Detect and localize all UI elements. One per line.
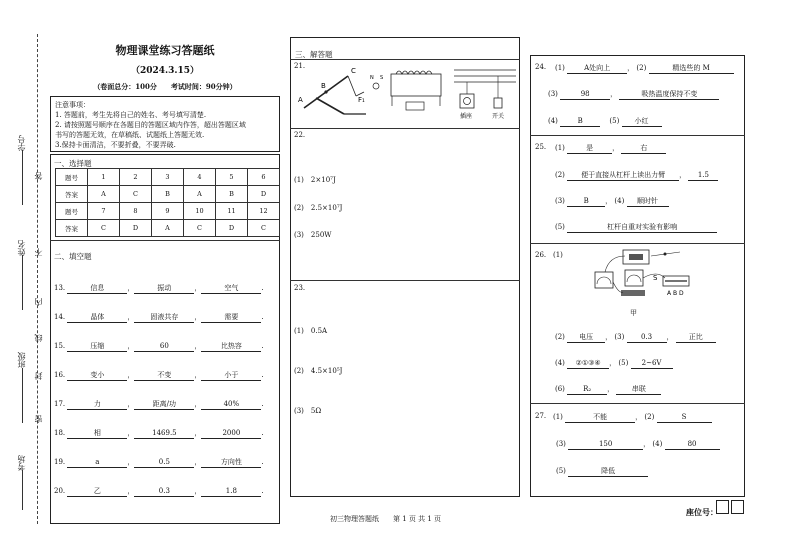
fill-blank: 压缩 xyxy=(67,341,127,352)
table-cell: 7 xyxy=(88,203,120,220)
q26-number: 26. xyxy=(535,251,547,259)
table-cell: 1 xyxy=(88,169,120,186)
q24-blank: B xyxy=(560,116,600,127)
notes-line: 3.保持卡面清洁，不要折叠，不要弄破. xyxy=(55,141,176,149)
fill-blank: 2000 xyxy=(201,428,261,439)
label-switch: 开关 xyxy=(492,113,505,120)
q25-line: (1) 是 ， 右 xyxy=(555,143,666,154)
q26-sub: (2) xyxy=(555,333,565,341)
q26-circuit-figure xyxy=(585,246,695,304)
q27-blank: 150 xyxy=(568,439,643,450)
table-cell: B xyxy=(216,186,248,203)
q27-sub: (5) xyxy=(556,467,566,475)
table-cell: 12 xyxy=(248,203,280,220)
exam-date: （2024.3.15） xyxy=(130,66,200,76)
q26-blank: R₂ xyxy=(567,384,607,395)
fig-s-label: S xyxy=(653,274,658,282)
q23-answer-2: (2) 4.5×10⁵J xyxy=(294,367,343,375)
q25-line: (2) 便于直接从杠杆上读出力臂 ， 1.5 xyxy=(555,170,718,181)
fill-blank: 晶体 xyxy=(67,312,127,323)
q24-sub: (4) xyxy=(548,117,558,125)
q25-number: 25. xyxy=(535,143,547,151)
page-title: 物理课堂练习答题纸 xyxy=(115,44,215,57)
fill-row: 18. 相 ， 1469.5 ， 2000 . xyxy=(54,429,264,437)
q21-figures xyxy=(296,62,518,124)
table-cell: D xyxy=(248,186,280,203)
fig-abd-labels: A B D xyxy=(667,290,684,297)
table-head: 答案 xyxy=(56,220,88,237)
fill-blank: 距离/功 xyxy=(134,399,194,410)
table-cell: 8 xyxy=(120,203,152,220)
q26-line: (2) 电压 ， (3) 0.3 ， 正比 xyxy=(555,332,716,343)
q27-line: (1) 不能 ， (2) S xyxy=(553,412,712,423)
fill-row-number: 15. xyxy=(54,342,66,350)
seat-box-2[interactable] xyxy=(731,500,744,514)
fill-blank: 40% xyxy=(201,399,261,410)
q26-line: (4) ②①③④ ， (5) 2~6V xyxy=(555,358,673,369)
fill-blank: 1469.5 xyxy=(134,428,194,439)
fill-row-number: 20. xyxy=(54,487,66,495)
label-s: S xyxy=(380,75,384,81)
section3-title: 三、解答题 xyxy=(295,50,333,59)
q24-line xyxy=(548,116,662,127)
q26-blank: 0.3 xyxy=(627,332,667,343)
label-socket: 插座 xyxy=(460,113,473,120)
q24-blank: A处向上 xyxy=(567,63,627,74)
section-divider xyxy=(530,243,745,244)
fill-row-number: 19. xyxy=(54,458,66,466)
q27-line xyxy=(556,466,648,477)
q25-blank: 顺时针 xyxy=(627,196,669,207)
seat-number-label: 座位号： xyxy=(686,507,718,517)
table-cell: 4 xyxy=(184,169,216,186)
exam-room-line xyxy=(22,470,23,510)
label-c: C xyxy=(351,67,356,75)
section-divider xyxy=(290,280,520,281)
q25-blank: B xyxy=(567,196,605,207)
q24-number: 24. xyxy=(535,63,547,71)
q24-blank: 吸热温度保持不变 xyxy=(619,89,719,100)
table-cell: D xyxy=(120,220,152,237)
q25-sub: (3) xyxy=(555,197,565,205)
student-id-label: 学号 xyxy=(17,135,26,151)
fill-row: 17. 力 ， 距离/功 ， 40% . xyxy=(54,400,264,408)
fill-row: 14. 晶体 ， 固液共存 ， 需要 . xyxy=(54,313,264,321)
page-footer: 初三物理答题纸 第 1 页 共 1 页 xyxy=(330,515,442,523)
section-divider xyxy=(530,135,745,136)
label-a: A xyxy=(298,96,303,104)
q24-blank: 小红 xyxy=(622,116,662,127)
q24-sub: (1) xyxy=(555,64,565,72)
fill-row-number: 18. xyxy=(54,429,66,437)
q27-line: (3) 150 ， (4) 80 xyxy=(556,439,720,450)
score-info: （卷面总分：100分 考试时间：90分钟） xyxy=(93,82,237,91)
q21-number: 21. xyxy=(294,62,306,70)
q25-sub: (4) xyxy=(614,197,625,205)
q22-answer-3: (3) 250W xyxy=(294,231,332,239)
q24-blank: 98 xyxy=(560,89,610,100)
notes-line: 2. 请按照题号顺序在各题目的答题区域内作答，超出答题区域 xyxy=(55,121,246,129)
q24-blank: 精选些的 M xyxy=(649,63,734,74)
fill-row-number: 17. xyxy=(54,400,66,408)
fill-blank: 振动 xyxy=(134,283,194,294)
fill-row-number: 14. xyxy=(54,313,66,321)
fill-row: 13. 信息 ， 振动 ， 空气 . xyxy=(54,284,264,292)
table-cell: 2 xyxy=(120,169,152,186)
fill-row-number: 16. xyxy=(54,371,66,379)
section-divider xyxy=(50,240,280,241)
q25-line xyxy=(555,222,717,233)
table-cell: C xyxy=(120,186,152,203)
fill-blank: 不变 xyxy=(134,370,194,381)
q25-line: (3) B ， (4) 顺时针 xyxy=(555,196,669,207)
section2-title: 二、填空题 xyxy=(54,252,92,261)
table-cell: 10 xyxy=(184,203,216,220)
fill-row: 15. 压缩 ， 60 ， 比热容 . xyxy=(54,342,264,350)
table-cell: A xyxy=(88,186,120,203)
q26-blank: 2~6V xyxy=(631,358,673,369)
table-head: 题号 xyxy=(56,203,88,220)
q25-sub: (1) xyxy=(555,144,565,152)
table-cell: A xyxy=(152,220,184,237)
table-cell: 6 xyxy=(248,169,280,186)
cut-char: 答 xyxy=(34,172,43,180)
q22-number: 22. xyxy=(294,131,306,139)
table-cell: C xyxy=(88,220,120,237)
exam-room-label: 考场 xyxy=(17,455,26,471)
q27-blank: 降低 xyxy=(568,466,648,477)
section-divider xyxy=(290,59,520,60)
q27-blank: 不能 xyxy=(565,412,635,423)
q26-figure-caption: 甲 xyxy=(630,309,637,317)
fill-blank: 固液共存 xyxy=(134,312,194,323)
class-line xyxy=(22,368,23,423)
q26-line: (6) R₂ ， 串联 xyxy=(555,384,661,395)
fill-blank: 1.8 xyxy=(201,486,261,497)
q25-sub: (2) xyxy=(555,171,565,179)
label-b: B xyxy=(321,82,326,90)
notes-line: 1. 答题前，考生先将自己的姓名、考号填写清楚. xyxy=(55,111,207,119)
table-cell: B xyxy=(152,186,184,203)
table-cell: A xyxy=(184,186,216,203)
fill-blank: 60 xyxy=(134,341,194,352)
notes-box xyxy=(50,96,280,152)
table-cell: C xyxy=(184,220,216,237)
q26-sub: (5) xyxy=(618,359,629,367)
household-circuit-figure xyxy=(454,70,516,120)
fill-row: 20. 乙 ， 0.3 ， 1.8 . xyxy=(54,487,264,495)
table-cell: C xyxy=(248,220,280,237)
fill-blank: 0.5 xyxy=(134,457,194,468)
q24-sub: (2) xyxy=(636,64,647,72)
table-cell: 5 xyxy=(216,169,248,186)
fill-blank: 变小 xyxy=(67,370,127,381)
q24-line: (3) 98 ， 吸热温度保持不变 xyxy=(548,89,719,100)
table-head: 题号 xyxy=(56,169,88,186)
q27-blank: 80 xyxy=(665,439,720,450)
q24-line: (1) A处向上 ， (2) 精选些的 M xyxy=(555,63,734,74)
fill-blank: 比热容 xyxy=(201,341,261,352)
q26-blank: ②①③④ xyxy=(567,358,609,369)
q25-blank: 右 xyxy=(621,143,666,154)
q25-blank: 便于直接从杠杆上读出力臂 xyxy=(567,170,679,181)
fill-row: 19. a ， 0.5 ， 方向性 . xyxy=(54,458,264,466)
table-head: 答案 xyxy=(56,186,88,203)
binding-cut-line xyxy=(37,34,38,524)
fill-blank: 小于 xyxy=(201,370,261,381)
table-cell: 11 xyxy=(216,203,248,220)
cut-char: 封 xyxy=(34,372,43,380)
fill-blank: 力 xyxy=(67,399,127,410)
q24-sub: (3) xyxy=(548,90,558,98)
notes-title: 注意事项： xyxy=(55,101,90,109)
electromagnet-figure xyxy=(370,71,441,110)
q25-blank: 1.5 xyxy=(688,170,718,181)
fill-blank: 空气 xyxy=(201,283,261,294)
q27-sub: (2) xyxy=(644,413,655,421)
fill-blank: 信息 xyxy=(67,283,127,294)
fill-blank: 方向性 xyxy=(201,457,261,468)
fill-blank: 0.3 xyxy=(134,486,194,497)
q26-blank: 正比 xyxy=(676,332,716,343)
student-id-line xyxy=(22,150,23,205)
section-divider xyxy=(290,128,520,129)
q27-sub: (1) xyxy=(553,413,563,421)
label-n: N xyxy=(370,75,374,81)
q27-number: 27. xyxy=(535,412,547,420)
q26-blank: 串联 xyxy=(616,384,661,395)
cut-char: 线 xyxy=(34,334,43,342)
q25-sub: (5) xyxy=(555,223,565,231)
choice-table xyxy=(55,168,280,237)
q27-blank: S xyxy=(657,412,712,423)
label-f1: F₁ xyxy=(358,96,365,104)
name-line xyxy=(22,255,23,310)
q26-first-sub: (1) xyxy=(553,251,563,259)
q23-answer-1: (1) 0.5A xyxy=(294,327,328,335)
cut-char: 不 xyxy=(34,248,43,256)
q22-answer-2: (2) 2.5×10⁷J xyxy=(294,204,343,212)
fill-row-number: 13. xyxy=(54,284,66,292)
class-label: 班级 xyxy=(17,352,26,368)
section1-title: 一、选择题 xyxy=(54,159,92,168)
q26-sub: (6) xyxy=(555,385,565,393)
name-label: 姓名 xyxy=(17,240,26,256)
q25-blank: 杠杆自重对实验有影响 xyxy=(567,222,717,233)
fill-row: 16. 变小 ， 不变 ， 小于 . xyxy=(54,371,264,379)
q26-sub: (4) xyxy=(555,359,565,367)
notes-line: 书写的答题无效，在草稿纸、试题纸上答题无效. xyxy=(55,131,205,139)
fill-blank: 需要 xyxy=(201,312,261,323)
q26-blank: 电压 xyxy=(567,332,605,343)
q27-sub: (4) xyxy=(652,440,663,448)
q27-sub: (3) xyxy=(556,440,566,448)
q25-blank: 是 xyxy=(567,143,612,154)
q26-sub: (3) xyxy=(614,333,625,341)
cut-char: 内 xyxy=(34,298,43,306)
fill-blank: 相 xyxy=(67,428,127,439)
fill-blank: 乙 xyxy=(67,486,127,497)
cut-char: 密 xyxy=(34,415,43,423)
table-cell: 9 xyxy=(152,203,184,220)
fill-blank: a xyxy=(67,457,127,468)
table-cell: D xyxy=(216,220,248,237)
seat-box-1[interactable] xyxy=(716,500,729,514)
q23-number: 23. xyxy=(294,284,306,292)
q24-sub: (5) xyxy=(609,117,620,125)
lever-figure xyxy=(298,67,366,114)
section-divider xyxy=(530,403,745,404)
q22-answer-1: (1) 2×10⁷J xyxy=(294,176,336,184)
q23-answer-3: (3) 5Ω xyxy=(294,407,322,415)
table-cell: 3 xyxy=(152,169,184,186)
